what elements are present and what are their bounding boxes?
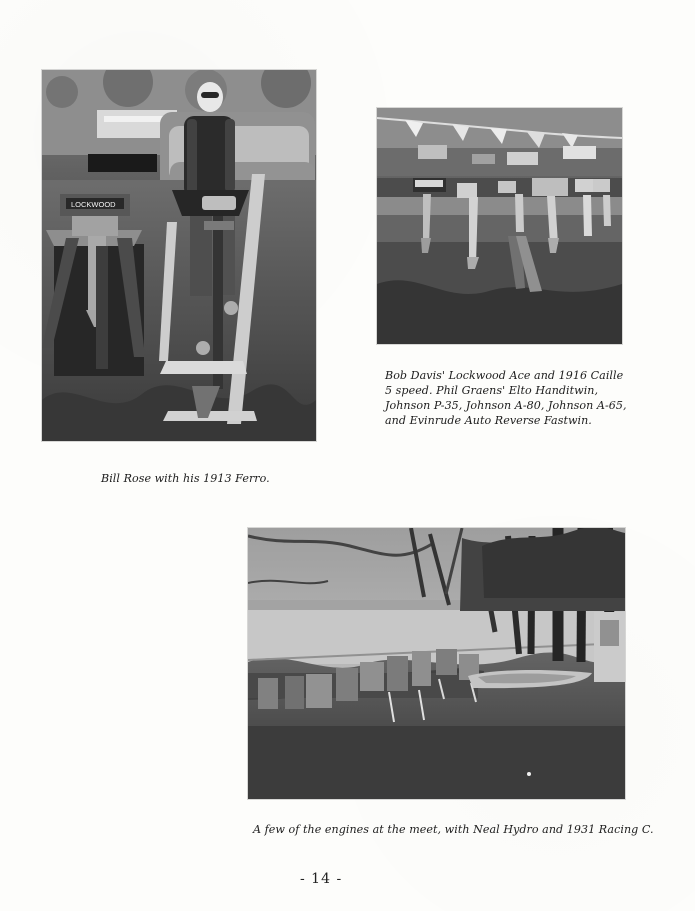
caption-photo-2-line-3: Johnson P-35, Johnson A-80, Johnson A-65,: [385, 399, 627, 412]
caption-photo-2: [385, 368, 627, 428]
caption-photo-2-line-4: and Evinrude Auto Reverse Fastwin.: [385, 414, 592, 427]
caption-photo-2-line-2: 5 speed. Phil Graens' Elto Handitwin,: [385, 384, 599, 397]
caption-photo-3: A few of the engines at the meet, with Neal Hydro and 1931 Racing C.: [253, 823, 654, 836]
page-number: - 14 -: [300, 871, 343, 887]
caption-photo-1: Bill Rose with his 1913 Ferro.: [101, 472, 270, 485]
photo-bill-rose-ferro: [42, 70, 316, 441]
photo-engines-at-meet: [248, 528, 625, 799]
photo-lockwood-caille-lineup: [377, 108, 622, 344]
caption-photo-2-line-1: Bob Davis' Lockwood Ace and 1916 Caille: [385, 369, 624, 382]
